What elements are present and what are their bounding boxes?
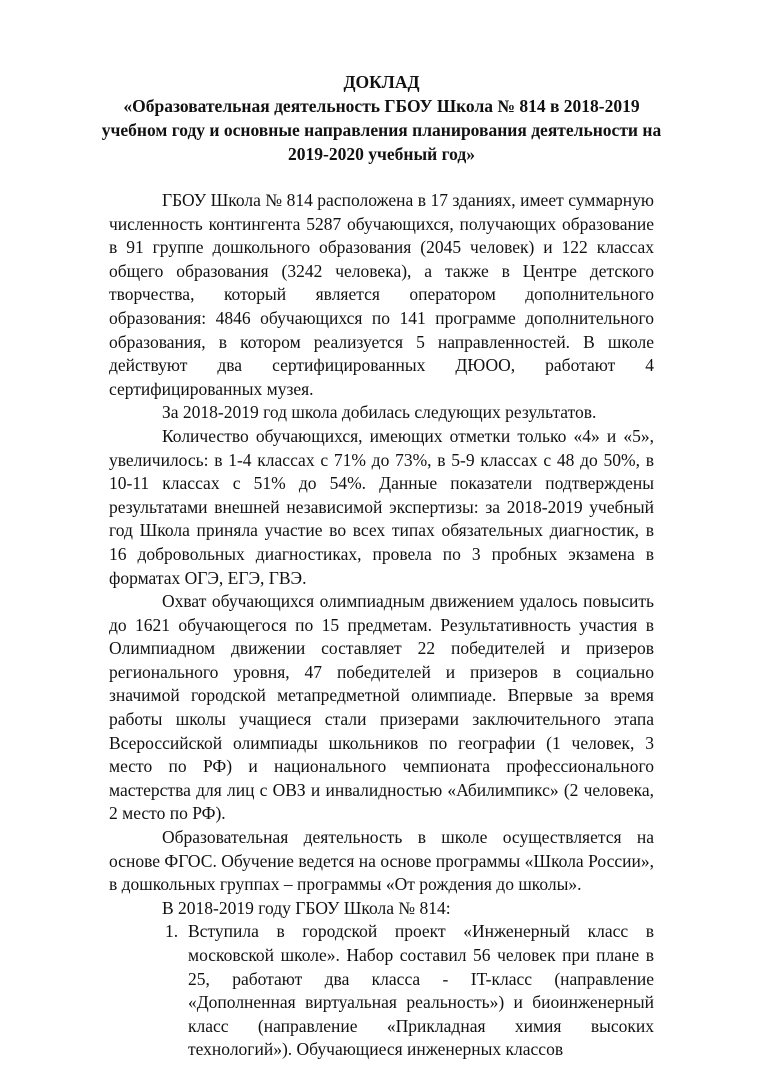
paragraph-school-overview: ГБОУ Школа № 814 расположена в 17 зданиях, имеет суммарную численность контингента 5287 обучающихся, получающих образование в 91 группе дошкольного образования (2045 человек) и 122 классах общего образования (3242 человека), а также в Центре детского творчества, который является оператором дополнительного образования: 4846 обучающихся по 141 программе дополнительного образования, в котором реализуется 5 направленностей. В школе действуют два сертифицированных ДЮОО, работают 4 сертифицированных музея. — [109, 190, 654, 399]
list-item — [109, 920, 654, 1062]
paragraph-results-intro: За 2018-2019 год школа добилась следующих результатов. — [162, 402, 597, 423]
document-subtitle-line-2: учебном году и основные направления планирования деятельности на — [101, 120, 662, 140]
list-item-number: 1. — [165, 921, 179, 942]
paragraph-fgos: Образовательная деятельность в школе осуществляется на основе ФГОС. Обучение ведется на основе программы «Школа России», в дошкольных группах – программы «От рождения до школы». — [109, 827, 654, 895]
document-subtitle-line-1: «Образовательная деятельность ГБОУ Школа № 814 в 2018-2019 — [123, 96, 640, 116]
paragraph-olympiads: Охват обучающихся олимпиадным движением удалось повысить до 1621 обучающегося по 15 предметам. Результативность участия в Олимпиадном движении составляет 22 победителей и призеров регионального уровня, 47 победителей и призеров в социально значимой городской метапредметной олимпиаде. Впервые за время работы школы учащиеся стали призерами заключительного этапа Всероссийской олимпиады школьников по географии (1 человек, 3 место по РФ) и национального чемпионата профессионального мастерства для лиц с ОВЗ и инвалидностью «Абилимпикс» (2 человека, 2 место по РФ). — [109, 591, 654, 824]
paragraph-grades: Количество обучающихся, имеющих отметки только «4» и «5», увеличилось: в 1-4 классах с 71% до 73%, в 5-9 классах с 48 до 50%, в 10-11 классах с 51% до 54%. Данные показатели подтверждены результатами внешней независимой экспертизы: за 2018-2019 учебный год Школа приняла участие во всех типах обязательных диагностик, в 16 добровольных диагностиках, провела по 3 пробных экзамена в форматах ОГЭ, ЕГЭ, ГВЭ. — [109, 425, 654, 588]
document-subtitle-line-3: 2019-2020 учебный год» — [288, 144, 475, 164]
document-title: ДОКЛАД — [343, 72, 420, 92]
paragraph-year-intro: В 2018-2019 году ГБОУ Школа № 814: — [162, 897, 451, 918]
document-header — [100, 70, 663, 166]
numbered-list — [109, 920, 654, 1062]
list-item-text: Вступила в городской проект «Инженерный класс в московской школе». Набор составил 56 человек при плане в 25, работают два класса - IT-класс (направление «Дополненная виртуальная реальность») и биоинженерный класс (направление «Прикладная химия высоких технологий»). Обучающиеся инженерных классов — [188, 921, 654, 1060]
document-body — [109, 189, 654, 1062]
